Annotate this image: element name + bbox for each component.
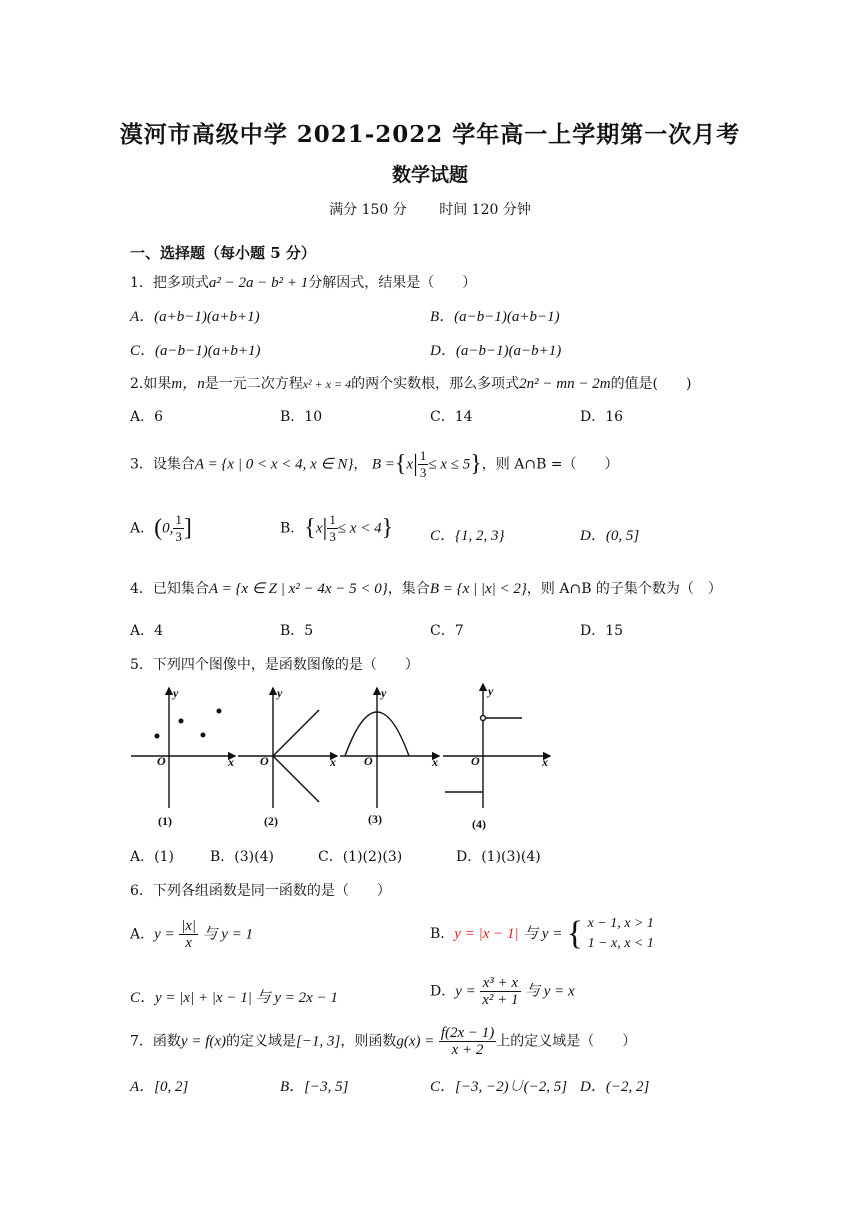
q1-text: 1．把多项式 (130, 275, 209, 291)
graph-1-label: (1) (158, 814, 172, 828)
q4-option-a[interactable]: A．4 (130, 623, 164, 639)
question-1-stem (130, 272, 476, 292)
exam-subtitle: 数学试题 (391, 164, 468, 186)
q1-expression: a² − 2a − b² + 1 (208, 275, 309, 291)
section-heading: 一、选择题（每小题 5 分） (130, 244, 316, 262)
q4-text: 4．已知集合 (130, 581, 209, 597)
graph-3-origin: O (364, 754, 373, 768)
q6-option-b[interactable]: B．y = |x − 1| 与 y = { x − 1, x > 1 1 − x, x < 1 (430, 915, 654, 952)
q4-option-b[interactable]: B．5 (280, 623, 314, 639)
q6-option-d[interactable]: D．y = $\frac{\text{x³ + x}}{\text{x² + 1}}$ 与 y = x (430, 975, 575, 1008)
graph-1-point (217, 709, 222, 714)
q3-set-b-pre: B = (371, 456, 395, 473)
question-2-stem (130, 372, 692, 393)
q3-option-b[interactable]: B．{x| $\frac{1}{3}$ ≤ x < 4} (280, 512, 394, 544)
q7-option-d[interactable]: D．(−2, 2] (580, 1079, 650, 1095)
q2-equation: x² + x = 4 (302, 377, 352, 391)
q1-option-c[interactable]: C．(a−b−1)(a+b+1) (130, 343, 261, 359)
graph-1-point (179, 719, 184, 724)
graph-2 (238, 688, 337, 808)
q3-option-a[interactable]: A．(0, $\frac{1}{3}$ ] (130, 512, 192, 544)
q2-vars: m，n (171, 376, 205, 392)
question-3-stem: 3．设集合A = {x | 0 < x < 4, x ∈ N}， B ={x| $\frac{1}{3}$ ≤ x ≤ 5}，则 A∩B =（ ） (130, 448, 619, 480)
q2-option-b[interactable]: B．10 (280, 409, 323, 425)
q6-option-a[interactable]: A．y = $\frac{|x|}{x}$ 与 y = 1 (130, 918, 253, 951)
q3-option-c[interactable]: C．{1, 2, 3} (430, 528, 505, 544)
graph-2-label: (2) (264, 814, 278, 828)
q6-option-c[interactable]: C．y = |x| + |x − 1| 与 y = 2x − 1 (130, 990, 338, 1006)
q2-polynomial: 2n² − mn − 2m (519, 376, 611, 392)
full-score: 满分 150 分 (329, 202, 407, 218)
graph-1-points (155, 709, 222, 739)
q5-option-d[interactable]: D．(1)(3)(4) (456, 849, 541, 865)
q2-option-a[interactable]: A．6 (130, 409, 164, 425)
graph-4-x-label: x (542, 755, 548, 769)
graph-4-y-label: y (488, 684, 494, 698)
q4-text-c: ，则 A∩B 的子集个数为（ ） (526, 581, 722, 597)
q3-text: 3．设集合 (130, 456, 195, 473)
q1-option-b[interactable]: B．(a−b−1)(a+b−1) (430, 309, 560, 325)
q5-option-c[interactable]: C．(1)(2)(3) (318, 849, 403, 865)
q3-set-a: A = {x | 0 < x < 4, x ∈ N} (194, 456, 354, 473)
q3-text-end: ，则 A∩B =（ ） (481, 456, 619, 473)
q7-option-b[interactable]: B．[−3, 5] (280, 1079, 349, 1095)
q2-text-b: 是一元二次方程 (204, 376, 303, 392)
graph-1-point (155, 734, 160, 739)
time-limit: 时间 120 分钟 (439, 202, 531, 218)
graph-4-label: (4) (472, 817, 486, 831)
q2-option-d[interactable]: D．16 (580, 409, 624, 425)
q3-option-d[interactable]: D．(0, 5] (580, 528, 640, 544)
graph-3-y-label: y (381, 686, 387, 700)
graph-4-origin: O (471, 754, 480, 768)
question-6-stem: 6．下列各组函数是同一函数的是（ ） (130, 883, 391, 899)
graph-2-x-label: x (330, 755, 336, 769)
graph-4 (443, 684, 550, 808)
graph-1-origin: O (157, 754, 166, 768)
exam-meta (0, 199, 860, 219)
q2-text-c: 的两个实数根，那么多项式 (351, 376, 520, 392)
q2-option-c[interactable]: C．14 (430, 409, 473, 425)
q7-option-c[interactable]: C．[−3, −2)∪(−2, 5] (430, 1079, 568, 1095)
question-7-stem: 7．函数y = f(x)的定义域是[−1, 3]，则函数g(x) = $\frac{f(2x - 1)}{x + 2}$ 上的定义域是（ ） (130, 1025, 637, 1058)
exam-title: 漠河市高级中学 2021-2022 学年高一上学期第一次月考 (119, 121, 741, 148)
graph-2-y-label: y (277, 686, 283, 700)
q5-option-a[interactable]: A．(1) (130, 849, 174, 865)
graph-1 (131, 688, 235, 808)
graph-2-origin: O (260, 754, 269, 768)
q4-set-a: A = {x ∈ Z | x² − 4x − 5 < 0} (208, 581, 388, 597)
q4-option-d[interactable]: D．15 (580, 623, 624, 639)
q1-option-a[interactable]: A．(a+b−1)(a+b+1) (130, 309, 260, 325)
graph-1-y-label: y (173, 686, 179, 700)
graph-1-point (201, 733, 206, 738)
q4-option-c[interactable]: C．7 (430, 623, 464, 639)
graph-3-x-label: x (432, 755, 438, 769)
q2-text: 2.如果 (130, 376, 172, 392)
question-5-stem: 5．下列四个图像中，是函数图像的是（ ） (130, 657, 419, 673)
q1-option-d[interactable]: D．(a−b−1)(a−b+1) (430, 343, 562, 359)
q3-set-b-post: ≤ x ≤ 5 (428, 456, 471, 473)
q5-option-b[interactable]: B．(3)(4) (210, 849, 274, 865)
q4-set-b: B = {x | |x| < 2} (429, 581, 527, 597)
q3-fraction: $\frac{1}{3}$ (419, 448, 427, 480)
graph-3 (340, 688, 439, 808)
question-4-stem (130, 578, 722, 598)
graph-1-x-label: x (228, 755, 234, 769)
q7-option-a[interactable]: A．[0, 2] (130, 1079, 189, 1095)
q4-text-b: ，集合 (387, 581, 430, 597)
graph-3-label: (3) (368, 812, 382, 826)
q5-graphs-figure (125, 680, 565, 840)
q2-text-d: 的值是( ) (610, 376, 692, 392)
graph-4-open-point (481, 716, 486, 721)
q1-text-end: 分解因式，结果是（ ） (308, 275, 477, 291)
q6-option-b-highlight: y = |x − 1| (454, 926, 519, 942)
